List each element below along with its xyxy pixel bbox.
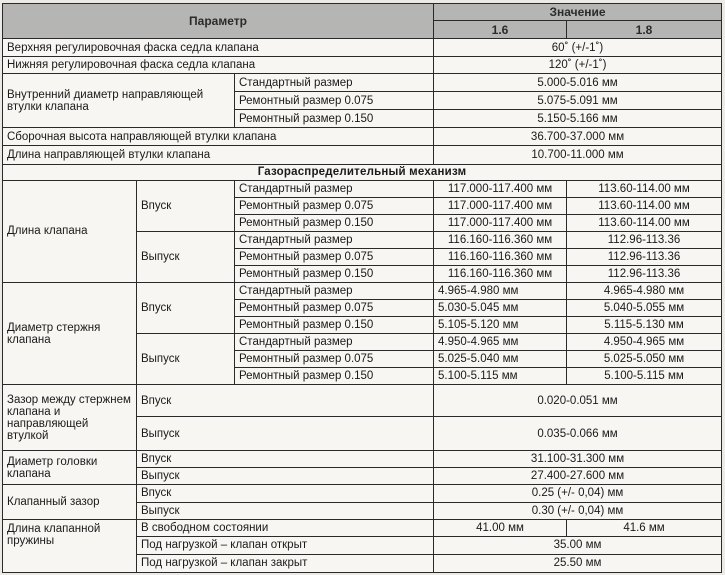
row-value: 10.700-11.000 мм [434,146,722,164]
row-value: 120˚ (+/-1˚) [434,57,722,74]
value-1-6: 5.025-5.040 мм [434,351,567,368]
exhaust-label: Выпуск [137,334,235,385]
group-label: Клапанный зазор [3,485,137,519]
load-label: Под нагрузкой – клапан закрыт [137,554,434,572]
row-value: 5.000-5.016 мм [434,74,722,92]
size-label: Ремонтный размер 0.150 [235,316,434,333]
value-1-6: 4.950-4.965 мм [434,334,567,351]
exhaust-label: Выпуск [137,468,434,485]
value-1-6: 116.160-116.360 мм [434,248,567,265]
value-1-8: 112.96-113.36 [567,248,722,265]
row-value: 0.30 (+/- 0,04) мм [434,502,722,519]
row-value: 36.700-37.000 мм [434,128,722,146]
value-1-6: 117.000-117.400 мм [434,180,567,197]
row-value: 35.00 мм [434,536,722,554]
row-value: 0.020-0.051 мм [434,385,722,417]
row-value: 60˚ (+/-1˚) [434,39,722,57]
row-value: 25.50 мм [434,554,722,572]
size-label: Ремонтный размер 0.075 [235,299,434,316]
load-label: Под нагрузкой – клапан открыт [137,536,434,554]
value-1-6: 116.160-116.360 мм [434,265,567,282]
value-1-8: 5.115-5.130 мм [567,316,722,333]
group-label: Диаметр стержня клапана [3,282,137,384]
size-label: Ремонтный размер 0.150 [235,368,434,385]
row-value: 31.100-31.300 мм [434,451,722,468]
value-1-8: 4.965-4.980 мм [567,282,722,299]
group-label: Диаметр головки клапана [3,451,137,485]
header-variant-1-8: 1.8 [567,21,722,39]
value-1-6: 41.00 мм [434,519,567,536]
row-label: Длина направляющей втулки клапана [3,146,434,164]
size-label: Стандартный размер [235,180,434,197]
value-1-6: 5.100-5.115 мм [434,368,567,385]
value-1-6: 117.000-117.400 мм [434,214,567,231]
value-1-8: 113.60-114.00 мм [567,180,722,197]
row-value: 0.25 (+/- 0,04) мм [434,485,722,502]
value-1-8: 41.6 мм [567,519,722,536]
value-1-8: 112.96-113.36 [567,231,722,248]
value-1-8: 113.60-114.00 мм [567,214,722,231]
header-value: Значение [434,4,722,21]
row-label: Верхняя регулировочная фаска седла клапана [3,39,434,57]
intake-label: Впуск [137,385,434,417]
value-1-6: 116.160-116.360 мм [434,231,567,248]
size-label: Стандартный размер [235,231,434,248]
size-label: Ремонтный размер 0.075 [235,351,434,368]
intake-label: Впуск [137,451,434,468]
intake-label: Впуск [137,485,434,502]
group-label: Длина клапана [3,180,137,282]
exhaust-label: Выпуск [137,502,434,519]
header-variant-1-6: 1.6 [434,21,567,39]
size-label: Ремонтный размер 0.150 [235,110,434,128]
size-label: Стандартный размер [235,334,434,351]
row-value: 27.400-27.600 мм [434,468,722,485]
value-1-6: 5.030-5.045 мм [434,299,567,316]
value-1-8: 5.100-5.115 мм [567,368,722,385]
group-label: Зазор между стержнем клапана и направляющей втулкой [3,385,137,451]
value-1-6: 5.105-5.120 мм [434,316,567,333]
row-label: Сборочная высота направляющей втулки клапана [3,128,434,146]
value-1-8: 4.950-4.965 мм [567,334,722,351]
value-1-8: 113.60-114.00 мм [567,197,722,214]
exhaust-label: Выпуск [137,231,235,282]
size-label: Стандартный размер [235,74,434,92]
row-value: 5.075-5.091 мм [434,92,722,110]
group-label: Внутренний диаметр направляющей втулки клапана [3,74,235,128]
exhaust-label: Выпуск [137,417,434,451]
row-label: Нижняя регулировочная фаска седла клапана [3,57,434,74]
intake-label: Впуск [137,180,235,231]
valve-specs-table [2,3,722,573]
value-1-8: 112.96-113.36 [567,265,722,282]
load-label: В свободном состоянии [137,519,434,536]
size-label: Ремонтный размер 0.150 [235,265,434,282]
value-1-6: 4.965-4.980 мм [434,282,567,299]
intake-label: Впуск [137,282,235,333]
size-label: Ремонтный размер 0.075 [235,248,434,265]
value-1-6: 117.000-117.400 мм [434,197,567,214]
size-label: Стандартный размер [235,282,434,299]
size-label: Ремонтный размер 0.150 [235,214,434,231]
size-label: Ремонтный размер 0.075 [235,197,434,214]
row-value: 0.035-0.066 мм [434,417,722,451]
header-parameter: Параметр [3,4,434,39]
section-title: Газораспределительный механизм [3,164,722,180]
value-1-8: 5.040-5.055 мм [567,299,722,316]
size-label: Ремонтный размер 0.075 [235,92,434,110]
row-value: 5.150-5.166 мм [434,110,722,128]
group-label: Длина клапанной пружины [3,519,137,572]
value-1-8: 5.025-5.050 мм [567,351,722,368]
